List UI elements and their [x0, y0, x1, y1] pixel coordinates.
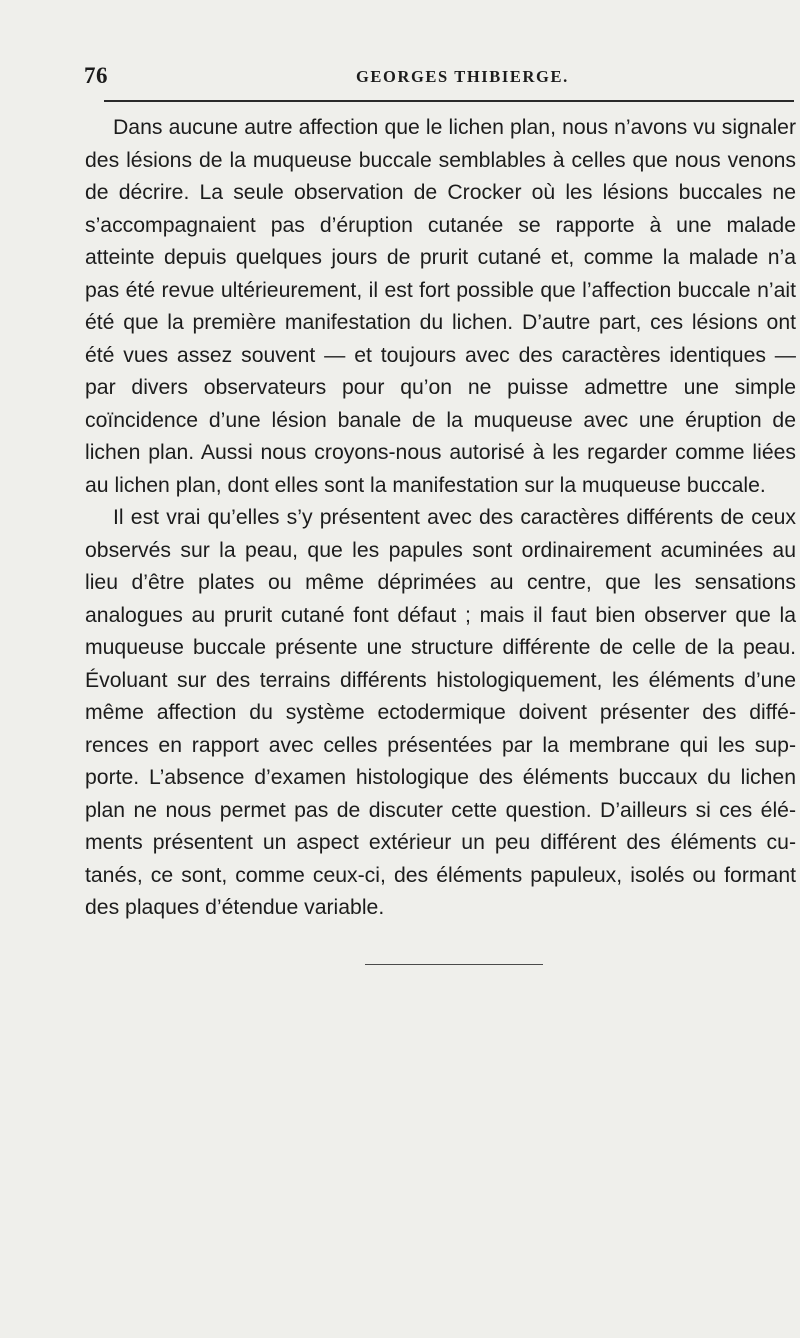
page-header [84, 63, 796, 99]
running-head: GEORGES THIBIERGE. [356, 67, 569, 86]
paragraph: Dans aucune autre affection que le lichen plan, nous n’avons vu signaler des lésions de la muqueuse buccale semblables à celles que nous venons de décrire. La seule observation de Crocker où les lésions buccales ne s’accompagnaient pas d’éruption cutanée se rapporte à une malade atteinte depuis quelques jours de prurit cutané et, comme la malade n’a pas été revue ultérieurement, il est fort possible que l’affection buccale n’ait été que la première manifestation du lichen. D’autre part, ces lésions ont été vues assez souvent — et toujours avec des caractères identiques — par divers observateurs pour qu’on ne puisse admettre une simple coïncidence d’une lésion banale de la muqueuse avec une éruption de lichen plan. Aussi nous croyons-nous autorisé à les regarder comme liées au lichen plan, dont elles sont la manifestation sur la muqueuse buccale. [85, 116, 796, 497]
section-end-rule [365, 964, 543, 965]
body-text [85, 112, 796, 925]
header-rule [104, 100, 794, 102]
page-number: 76 [84, 63, 108, 88]
paragraph: Il est vrai qu’elles s’y présentent avec des caractères différents de ceux observés sur la peau, que les papules sont ordinairement acuminées au lieu d’être plates ou même déprimées au centre, que les sensations analogues au prurit cutané font défaut ; mais il faut bien observer que la muqueuse buccale présente une structure différente de celle de la peau. Évoluant sur des terrains différents histologiquement, les éléments d’une même affection du système ectodermique doivent présenter des différences en rapport avec celles présentées par la membrane qui les supporte. L’absence d’examen histologique des éléments buccaux du lichen plan ne nous permet pas de discuter cette question. D’ailleurs si ces éléments présentent un aspect extérieur un peu différent des éléments cutanés, ce sont, comme ceux-ci, des éléments papuleux, isolés ou formant des plaques d’étendue variable. [85, 506, 796, 919]
